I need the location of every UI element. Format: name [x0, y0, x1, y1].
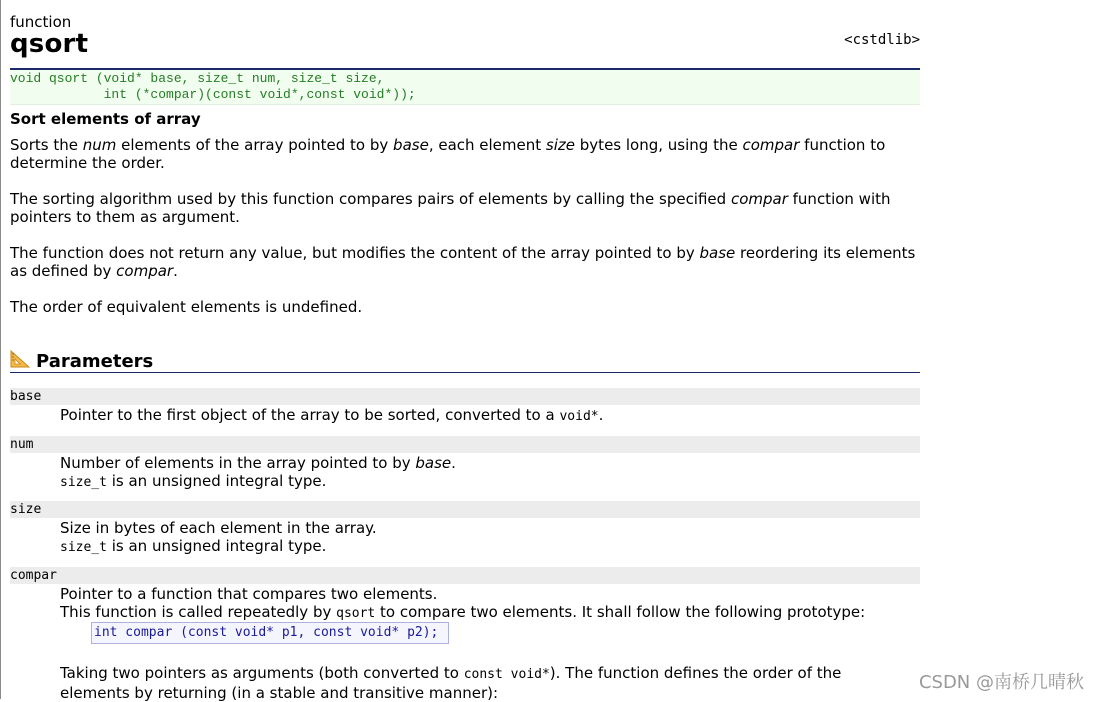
code-ref: const void*: [463, 667, 550, 682]
text: elements by returning (in a stable and transitive manner):: [60, 684, 499, 702]
text: Taking two pointers as arguments (both converted to: [60, 664, 464, 682]
function-summary: Sort elements of array: [10, 110, 201, 128]
text: Size in bytes of each element in the array.: [60, 519, 377, 537]
prototype-line-2: int (*compar)(const void*,const void*));: [10, 87, 416, 102]
text: reordering its elements as defined by: [10, 244, 916, 280]
param-name-num: num: [10, 436, 920, 453]
text: .: [173, 262, 178, 280]
description-paragraph-2: [10, 190, 920, 226]
watermark: CSDN @南桥几晴秋: [918, 672, 1084, 693]
text: ). The function defines the order of the: [549, 664, 842, 682]
text: .: [451, 454, 456, 472]
entity-kind-label: function: [10, 13, 72, 31]
type-link[interactable]: size_t: [60, 540, 107, 555]
text: , each element: [428, 136, 546, 154]
text: The function does not return any value, but modifies the content of the array pointed to by: [10, 244, 700, 262]
set-square-icon: [10, 350, 30, 368]
text: .: [598, 406, 604, 424]
param-ref-compar: compar: [742, 136, 800, 154]
section-divider: [10, 372, 920, 373]
param-desc-num: [60, 454, 920, 492]
text: to compare two elements. It shall follow the following prototype:: [375, 603, 866, 621]
param-desc-base: [60, 406, 920, 426]
text: Pointer to a function that compares two elements.: [60, 585, 438, 603]
description-paragraph-4: The order of equivalent elements is undefined.: [10, 298, 363, 316]
section-title: Parameters: [36, 351, 154, 372]
text: This function is called repeatedly by: [60, 603, 337, 621]
code-ref: qsort: [336, 606, 376, 621]
text: Number of elements in the array pointed to by: [60, 454, 416, 472]
param-ref-num: num: [82, 136, 117, 154]
text: elements of the array pointed to by: [116, 136, 394, 154]
text: Pointer to the first object of the array to be sorted, converted to a: [60, 406, 560, 424]
param-desc-compar: [60, 585, 920, 623]
param-name-base: base: [10, 388, 920, 405]
param-desc-size: [60, 519, 920, 557]
window-left-border: [0, 0, 1, 699]
text: function with pointers to them as argument.: [10, 190, 891, 226]
page-title: qsort: [10, 29, 89, 59]
text: function to determine the order.: [10, 136, 886, 172]
param-ref-compar: compar: [730, 190, 788, 208]
param-ref-base: base: [393, 136, 429, 154]
param-ref-compar: compar: [116, 262, 174, 280]
param-name-compar: compar: [10, 567, 920, 584]
param-desc-compar-continued: [60, 664, 920, 702]
text: is an unsigned integral type.: [106, 537, 327, 555]
compar-prototype-example: int compar (const void* p1, const void* p2);: [91, 622, 449, 644]
prototype-line-1: void qsort (void* base, size_t num, size_t size,: [10, 71, 385, 86]
function-prototype: [10, 70, 920, 105]
param-ref-base: base: [415, 454, 452, 472]
code-ref: void*: [559, 409, 599, 424]
text: bytes long, using the: [575, 136, 743, 154]
text: is an unsigned integral type.: [106, 472, 327, 490]
description-paragraph-1: [10, 136, 920, 172]
type-link[interactable]: size_t: [60, 475, 107, 490]
header-library-link[interactable]: <cstdlib>: [844, 32, 920, 48]
param-ref-size: size: [545, 136, 576, 154]
param-ref-base: base: [699, 244, 736, 262]
param-name-size: size: [10, 501, 920, 518]
text: The sorting algorithm used by this function compares pairs of elements by calling the specified: [10, 190, 731, 208]
text: Sorts the: [10, 136, 83, 154]
description-paragraph-3: [10, 244, 920, 280]
